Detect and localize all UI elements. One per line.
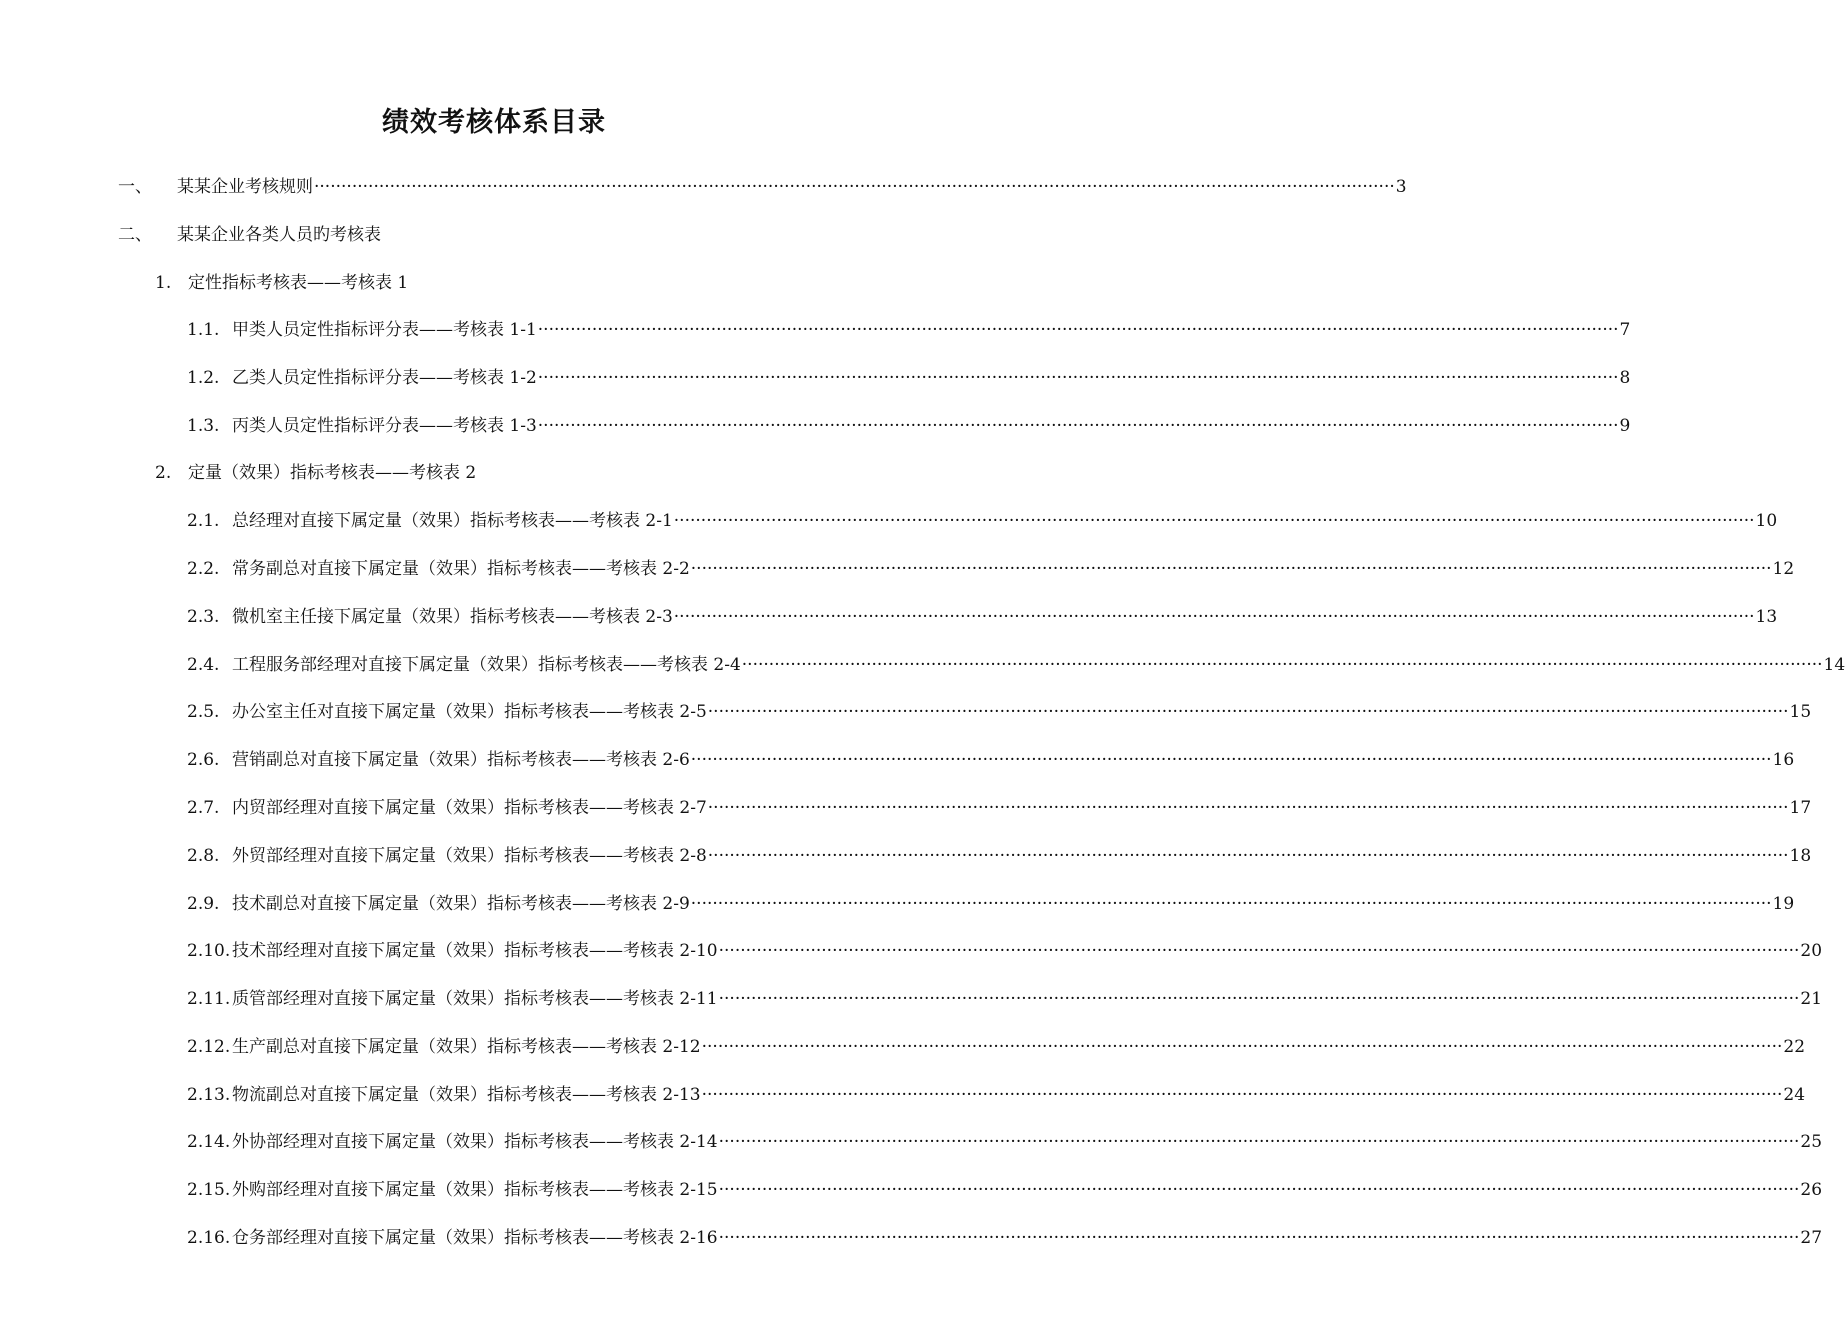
leader-dots: ········································································································································································································ [701,1085,1783,1105]
toc-entry[interactable] [0,699,1812,725]
toc-entry[interactable] [0,1082,1806,1108]
toc-entry-label: 物流副总对直接下属定量（效果）指标考核表——考核表 2-13 [232,1085,701,1105]
toc-entry-page: 13 [1755,607,1778,627]
toc-entry-label: 某某企业考核规则 [177,177,313,197]
leader-dots: ········································································································································································································ [718,1180,1800,1200]
toc-entry-page: 22 [1783,1037,1806,1057]
leader-dots: ········································································································································································································ [690,559,1772,579]
toc-entry[interactable] [0,843,1812,869]
toc-entry-label: 乙类人员定性指标评分表——考核表 1-2 [232,368,537,388]
toc-entry-number: 2.14. [187,1132,231,1152]
toc-entry[interactable] [0,747,1795,773]
toc-entry-label: 微机室主任接下属定量（效果）指标考核表——考核表 2-3 [232,607,673,627]
toc-entry[interactable] [0,556,1795,582]
toc-entry-label: 总经理对直接下属定量（效果）指标考核表——考核表 2-1 [232,511,673,531]
leader-dots: ········································································································································································································ [707,702,1789,722]
toc-entry-page: 17 [1789,798,1812,818]
toc-entry-page: 15 [1789,702,1812,722]
toc-entry-label: 技术副总对直接下属定量（效果）指标考核表——考核表 2-9 [232,894,690,914]
toc-entry-number: 2.5. [187,702,220,722]
leader-dots: ········································································································································································································ [673,511,1755,531]
toc-entry-label: 常务副总对直接下属定量（效果）指标考核表——考核表 2-2 [232,559,690,579]
toc-entry-page: 9 [1619,416,1631,436]
toc-entry-label: 定量（效果）指标考核表——考核表 2 [188,463,477,483]
toc-entry[interactable] [0,174,1407,200]
toc-entry-label: 营销副总对直接下属定量（效果）指标考核表——考核表 2-6 [232,750,690,770]
leader-dots: ········································································································································································································ [690,894,1772,914]
toc-entry-label: 外贸部经理对直接下属定量（效果）指标考核表——考核表 2-8 [232,846,707,866]
toc-entry-page: 7 [1619,320,1631,340]
toc-entry[interactable] [0,1177,1823,1203]
toc-entry-label: 生产副总对直接下属定量（效果）指标考核表——考核表 2-12 [232,1037,701,1057]
leader-dots: ········································································································································································································ [707,846,1789,866]
toc-entry[interactable] [0,604,1778,630]
toc-entry[interactable] [0,1034,1806,1060]
toc-entry[interactable] [0,891,1795,917]
toc-entry-number: 一、 [118,177,152,197]
toc-entry[interactable] [0,413,1631,439]
toc-entry-number: 2.15. [187,1180,231,1200]
toc-entry-page: 27 [1800,1228,1823,1248]
toc-entry-number: 2. [155,463,172,483]
toc-entry-label: 办公室主任对直接下属定量（效果）指标考核表——考核表 2-5 [232,702,707,722]
leader-dots: ········································································································································································································ [537,416,1619,436]
toc-entry[interactable] [0,270,950,296]
toc-entry-page: 14 [1823,655,1845,675]
toc-entry-label: 丙类人员定性指标评分表——考核表 1-3 [232,416,537,436]
toc-entry-page: 21 [1800,989,1823,1009]
toc-entry-number: 1. [155,273,172,293]
toc-entry-label: 甲类人员定性指标评分表——考核表 1-1 [232,320,537,340]
toc-entry-label: 工程服务部经理对直接下属定量（效果）指标考核表——考核表 2-4 [232,655,741,675]
toc-entry-number: 2.7. [187,798,220,818]
leader-dots: ········································································································································································································ [718,941,1800,961]
leader-dots: ········································································································································································································ [707,798,1789,818]
toc-entry-number: 2.12. [187,1037,231,1057]
leader-dots: ········································································································································································································ [537,368,1619,388]
toc-entry[interactable] [0,460,950,486]
toc-entry-label: 内贸部经理对直接下属定量（效果）指标考核表——考核表 2-7 [232,798,707,818]
toc-entry-number: 2.9. [187,894,220,914]
toc-entry-page: 19 [1772,894,1795,914]
leader-dots: ········································································································································································································ [718,1228,1800,1248]
leader-dots: ········································································································································································································ [701,1037,1783,1057]
toc-entry-page: 20 [1800,941,1823,961]
toc-entry[interactable] [0,317,1631,343]
toc-entry-number: 二、 [118,225,152,245]
leader-dots: ········································································································································································································ [537,320,1619,340]
leader-dots: ········································································································································································································ [673,607,1755,627]
toc-entry-number: 1.1. [187,320,220,340]
leader-dots: ········································································································································································································ [718,1132,1800,1152]
toc-entry-label: 某某企业各类人员旳考核表 [177,225,381,245]
toc-entry-number: 2.3. [187,607,220,627]
toc-entry-page: 16 [1772,750,1795,770]
toc-entry[interactable] [0,365,1631,391]
toc-entry-number: 2.16. [187,1228,231,1248]
toc-entry-page: 10 [1755,511,1778,531]
toc-entry-page: 26 [1800,1180,1823,1200]
toc-entry[interactable] [0,986,1823,1012]
toc-entry-number: 2.10. [187,941,231,961]
toc-entry-page: 12 [1772,559,1795,579]
page-title: 绩效考核体系目录 [382,107,606,138]
toc-entry-label: 外购部经理对直接下属定量（效果）指标考核表——考核表 2-15 [232,1180,718,1200]
toc-entry-number: 2.1. [187,511,220,531]
toc-entry-number: 2.13. [187,1085,231,1105]
toc-entry-number: 2.4. [187,655,220,675]
toc-entry-label: 技术部经理对直接下属定量（效果）指标考核表——考核表 2-10 [232,941,718,961]
toc-entry[interactable] [0,795,1812,821]
toc-entry-page: 8 [1619,368,1631,388]
leader-dots: ········································································································································································································ [718,989,1800,1009]
toc-entry-number: 2.6. [187,750,220,770]
toc-entry-number: 2.2. [187,559,220,579]
toc-entry-page: 18 [1789,846,1812,866]
toc-entry-number: 1.3. [187,416,220,436]
leader-dots: ········································································································································································································ [741,655,1823,675]
leader-dots: ········································································································································································································ [314,177,1395,197]
toc-entry[interactable] [0,1225,1823,1251]
toc-entry[interactable] [0,222,950,248]
toc-entry[interactable] [0,508,1778,534]
toc-entry-page: 25 [1800,1132,1823,1152]
toc-entry[interactable] [0,1129,1823,1155]
leader-dots: ········································································································································································································ [690,750,1772,770]
toc-entry-number: 2.11. [187,989,231,1009]
toc-entry[interactable] [0,652,1845,678]
toc-entry-label: 定性指标考核表——考核表 1 [188,273,409,293]
toc-entry-page: 3 [1395,177,1407,197]
toc-entry-label: 外协部经理对直接下属定量（效果）指标考核表——考核表 2-14 [232,1132,718,1152]
toc-entry-label: 质管部经理对直接下属定量（效果）指标考核表——考核表 2-11 [232,989,718,1009]
toc-entry[interactable] [0,938,1823,964]
toc-entry-number: 1.2. [187,368,220,388]
toc-entry-page: 24 [1783,1085,1806,1105]
toc-entry-label: 仓务部经理对直接下属定量（效果）指标考核表——考核表 2-16 [232,1228,718,1248]
toc-entry-number: 2.8. [187,846,220,866]
